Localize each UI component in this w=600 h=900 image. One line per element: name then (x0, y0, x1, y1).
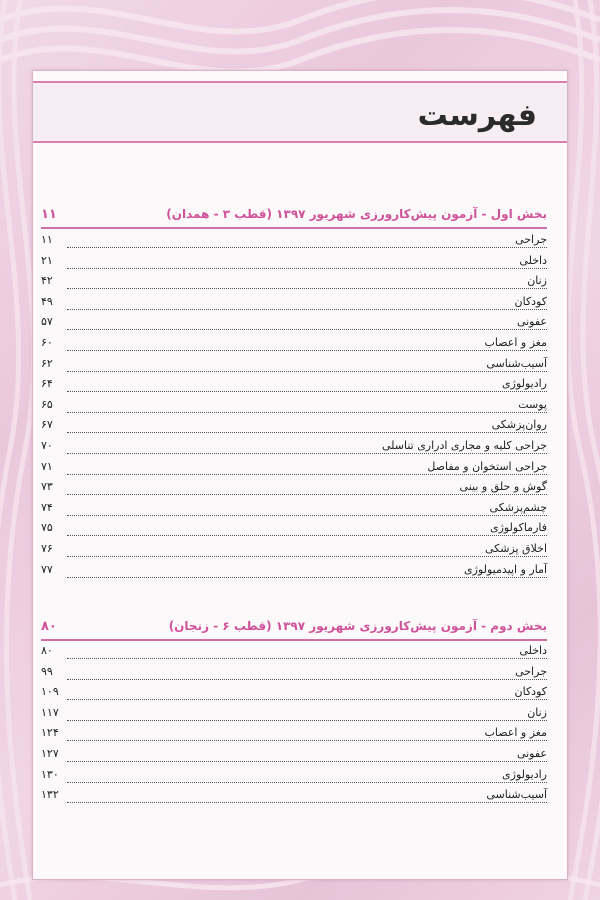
toc-entry-page: ۷۰ (41, 439, 56, 452)
dot-leader (67, 391, 547, 392)
toc-entry[interactable] (41, 540, 547, 560)
toc-entry-title: زنان (524, 706, 547, 719)
toc-entry-title: داخلی (516, 254, 547, 267)
toc-entry-page: ۱۱ (41, 233, 56, 246)
toc-entry[interactable] (41, 745, 547, 765)
toc-entry-title: رادیولوژی (499, 377, 547, 390)
dot-leader (67, 453, 547, 454)
toc-entry-page: ۵۷ (41, 315, 56, 328)
dot-leader (67, 515, 547, 516)
toc-entry[interactable] (41, 416, 547, 436)
toc-entry-title: کودکان (512, 685, 547, 698)
toc-entry[interactable] (41, 437, 547, 457)
toc-entry-title: آسیب‌شناسی (483, 357, 547, 370)
toc-entry-page: ۸۰ (41, 644, 56, 657)
dot-leader (67, 247, 547, 248)
toc-entry-title: مغز و اعصاب (482, 726, 547, 739)
toc-entry[interactable] (41, 272, 547, 292)
toc-entry-title: کودکان (512, 295, 547, 308)
toc-entry-page: ۱۱۷ (41, 706, 62, 719)
toc-entry-title: جراحی کلیه و مجاری ادراری تناسلی (379, 439, 547, 452)
toc-entry[interactable] (41, 663, 547, 683)
toc-entry-title: عفونی (514, 315, 547, 328)
toc-entry[interactable] (41, 766, 547, 786)
dot-leader (67, 556, 547, 557)
toc-entry-title: چشم‌پزشکی (486, 501, 547, 514)
dot-leader (67, 699, 547, 700)
toc-entry-page: ۲۱ (41, 254, 56, 267)
dot-leader (67, 288, 547, 289)
toc-entry-page: ۷۶ (41, 542, 56, 555)
page-title: فهرست (417, 98, 537, 133)
toc-entry[interactable] (41, 519, 547, 539)
dot-leader (67, 740, 547, 741)
toc-entry-page: ۷۷ (41, 563, 56, 576)
section-page-number: ۱۱ (41, 207, 57, 222)
toc-entry-page: ۷۵ (41, 521, 56, 534)
toc-entry-title: رادیولوژی (499, 768, 547, 781)
toc-entry[interactable] (41, 786, 547, 806)
dot-leader (67, 350, 547, 351)
toc-entry[interactable] (41, 724, 547, 744)
toc-entry[interactable] (41, 561, 547, 581)
toc-entry-page: ۶۰ (41, 336, 56, 349)
toc-entry[interactable] (41, 252, 547, 272)
dot-leader (67, 432, 547, 433)
toc-entry-page: ۴۲ (41, 274, 56, 287)
dot-leader (67, 802, 547, 803)
dot-leader (67, 494, 547, 495)
toc-entry-page: ۷۴ (41, 501, 56, 514)
toc-entry[interactable] (41, 642, 547, 662)
toc-entry[interactable] (41, 231, 547, 251)
toc-entry-page: ۴۹ (41, 295, 56, 308)
dot-leader (67, 658, 547, 659)
toc-entry-page: ۱۳۲ (41, 788, 62, 801)
toc-entry[interactable] (41, 313, 547, 333)
dot-leader (67, 329, 547, 330)
toc-entry-title: آسیب‌شناسی (483, 788, 547, 801)
toc-entry-title: جراحی (512, 233, 547, 246)
dot-leader (67, 679, 547, 680)
toc-entry-title: فارماکولوژی (487, 521, 547, 534)
toc-entry[interactable] (41, 458, 547, 478)
toc-entry[interactable] (41, 704, 547, 724)
toc-entry-page: ۷۳ (41, 480, 56, 493)
section-header-1[interactable] (41, 207, 547, 229)
toc-entry[interactable] (41, 293, 547, 313)
dot-leader (67, 761, 547, 762)
dot-leader (67, 412, 547, 413)
dot-leader (67, 371, 547, 372)
toc-entry[interactable] (41, 499, 547, 519)
dot-leader (67, 577, 547, 578)
toc-entry-title: مغز و اعصاب (482, 336, 547, 349)
toc-entry-title: زنان (524, 274, 547, 287)
toc-entry-title: عفونی (514, 747, 547, 760)
dot-leader (67, 535, 547, 536)
dot-leader (67, 474, 547, 475)
toc-entry[interactable] (41, 334, 547, 354)
toc-entry-title: اخلاق پزشکی (482, 542, 547, 555)
dot-leader (67, 309, 547, 310)
toc-entry[interactable] (41, 683, 547, 703)
toc-page (32, 70, 568, 880)
toc-entry-page: ۱۰۹ (41, 685, 62, 698)
toc-entry-page: ۶۲ (41, 357, 56, 370)
toc-entry[interactable] (41, 478, 547, 498)
toc-entry[interactable] (41, 355, 547, 375)
section-title: بخش دوم - آزمون پیش‌کارورزی شهریور ۱۳۹۷ (قطب ۶ - زنجان) (168, 619, 547, 633)
toc-entry[interactable] (41, 375, 547, 395)
toc-entry-title: روان‌پزشکی (489, 418, 547, 431)
toc-entry-page: ۶۷ (41, 418, 56, 431)
toc-entry-page: ۶۵ (41, 398, 56, 411)
dot-leader (67, 268, 547, 269)
toc-entry[interactable] (41, 396, 547, 416)
dot-leader (67, 720, 547, 721)
title-band (33, 81, 567, 143)
toc-entry-title: گوش و حلق و بینی (457, 480, 547, 493)
toc-entry-title: آمار و اپیدمیولوژی (461, 563, 547, 576)
dot-leader (67, 782, 547, 783)
section-title: بخش اول - آزمون پیش‌کارورزی شهریور ۱۳۹۷ (قطب ۳ - همدان) (166, 207, 547, 221)
toc-entry-page: ۹۹ (41, 665, 56, 678)
toc-entry-title: جراحی استخوان و مفاصل (424, 460, 547, 473)
toc-entry-page: ۱۲۷ (41, 747, 62, 760)
toc-entry-page: ۱۳۰ (41, 768, 62, 781)
toc-entry-title: پوست (515, 398, 547, 411)
section-header-2[interactable] (41, 619, 547, 641)
toc-entry-page: ۷۱ (41, 460, 56, 473)
section-page-number: ۸۰ (41, 619, 57, 634)
toc-entry-page: ۶۴ (41, 377, 56, 390)
toc-entry-title: داخلی (516, 644, 547, 657)
toc-entry-title: جراحی (512, 665, 547, 678)
toc-entry-page: ۱۲۴ (41, 726, 62, 739)
